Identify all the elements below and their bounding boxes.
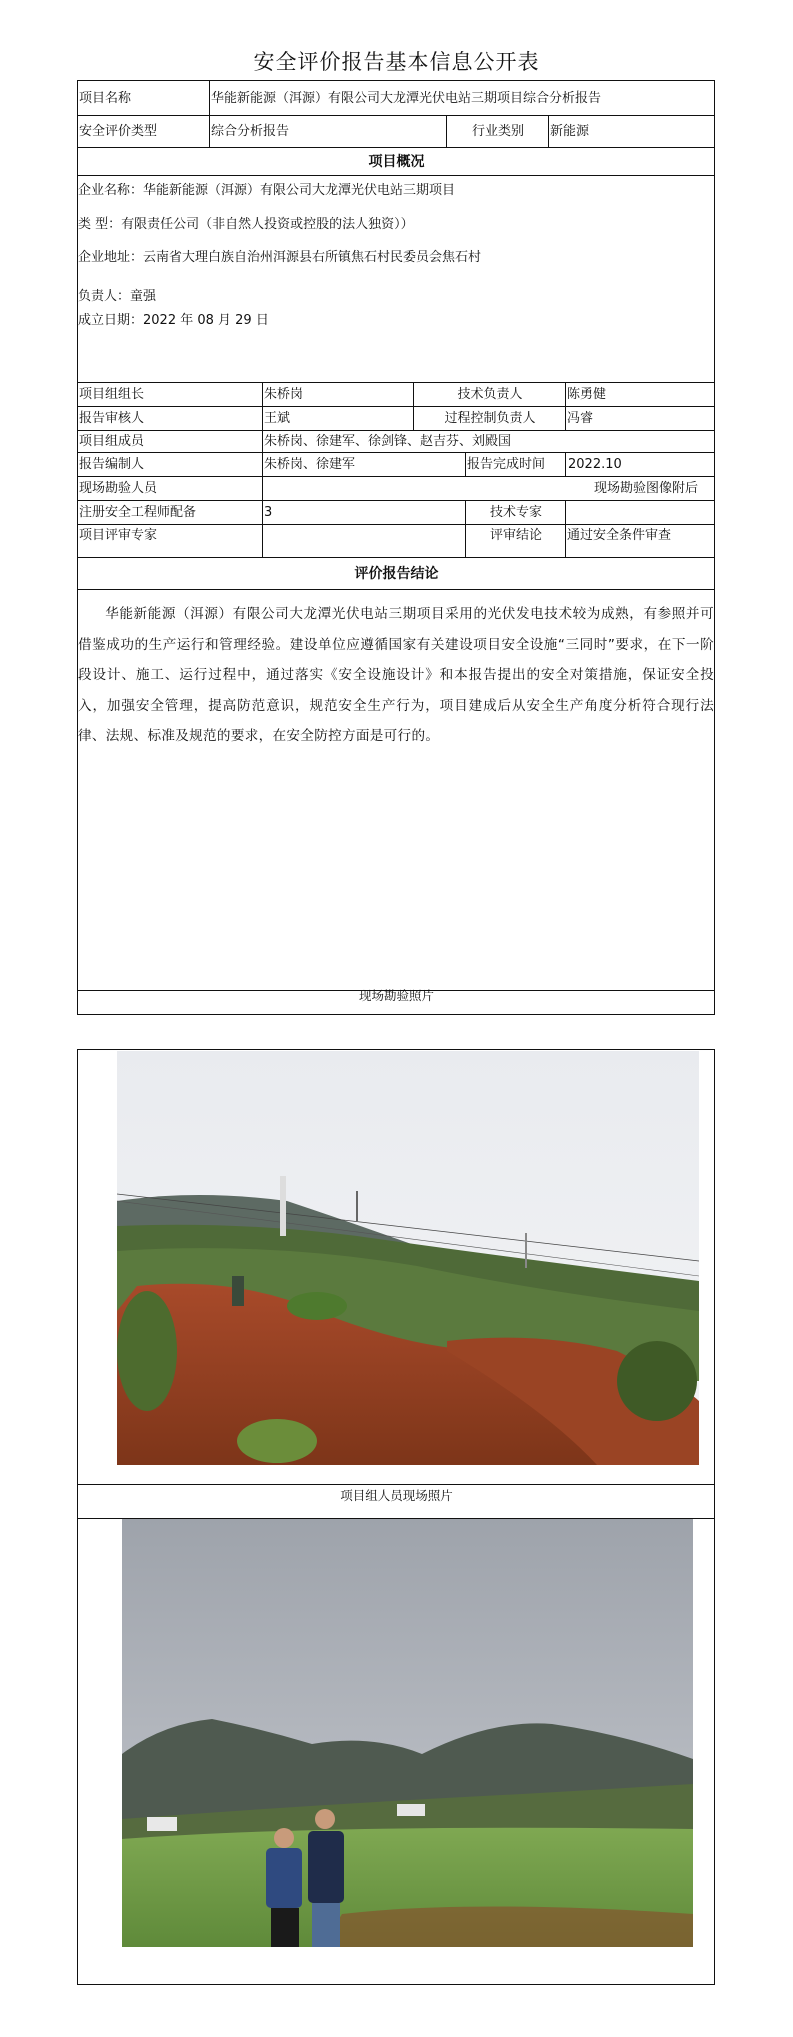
site-staff-value: 现场勘验图像附后 bbox=[593, 481, 698, 496]
review-conclusion-label: 评审结论 bbox=[489, 528, 542, 543]
leader-value: 朱桥岗 bbox=[264, 387, 304, 402]
review-conclusion-value: 通过安全条件审查 bbox=[567, 528, 672, 543]
divider bbox=[413, 382, 414, 430]
conclusion-text: 华能新能源（洱源）有限公司大龙潭光伏电站三期项目采用的光伏发电技术较为成熟，有参照并可借鉴成功的生产运行和管理经验。建设单位应遵循国家有关建设项目安全设施“三同时”要求，在下一阶段设计、施工、运行过程中，通过落实《安全设施设计》和本报告提出的安全对策措施，保证安全投入，加强安全管理，提高防范意识，规范安全生产行为，项目建成后从安全生产角度分析符合现行法律、法规、标准及规范的要求，在安全防控方面是可行的。 bbox=[78, 606, 714, 744]
divider bbox=[565, 382, 566, 430]
site-photos-caption: 现场勘验照片 bbox=[358, 987, 434, 1003]
project-name-label: 项目名称 bbox=[79, 90, 132, 106]
page-title: 安全评价报告基本信息公开表 bbox=[253, 50, 540, 74]
site-staff-label: 现场勘验人员 bbox=[79, 481, 158, 496]
tech-expert-label: 技术专家 bbox=[489, 505, 542, 520]
divider bbox=[262, 382, 263, 557]
site-photo bbox=[117, 1051, 699, 1465]
divider bbox=[565, 500, 566, 557]
eval-type-value: 综合分析报告 bbox=[211, 124, 290, 139]
tech-lead-value: 陈勇健 bbox=[567, 387, 607, 402]
conclusion-heading: 评价报告结论 bbox=[354, 565, 439, 582]
members-label: 项目组成员 bbox=[79, 434, 145, 449]
industry-label: 行业类别 bbox=[471, 124, 524, 139]
reviewer-value: 王斌 bbox=[264, 411, 291, 426]
engineers-value: 3 bbox=[264, 505, 273, 520]
overview-heading: 项目概况 bbox=[368, 153, 425, 170]
completion-value: 2022.10 bbox=[568, 457, 622, 472]
project-name-value: 华能新能源（洱源）有限公司大龙潭光伏电站三期项目综合分析报告 bbox=[211, 90, 602, 106]
reviewer-label: 报告审核人 bbox=[79, 411, 145, 426]
members-value: 朱桥岗、徐建军、徐剑锋、赵吉芬、刘殿国 bbox=[264, 434, 512, 449]
company-type: 类 型：有限责任公司（非自然人投资或控股的法人独资）） bbox=[78, 217, 414, 232]
tech-lead-label: 技术负责人 bbox=[457, 387, 523, 402]
leader-label: 项目组组长 bbox=[79, 387, 145, 402]
industry-value: 新能源 bbox=[550, 124, 590, 139]
responsible-person: 负责人：童强 bbox=[78, 289, 157, 304]
company-address: 企业地址：云南省大理白族自治州洱源县右所镇焦石村民委员会焦石村 bbox=[78, 250, 482, 265]
row-divider bbox=[77, 589, 715, 590]
company-name: 企业名称：华能新能源（洱源）有限公司大龙潭光伏电站三期项目 bbox=[78, 183, 456, 198]
review-expert-value bbox=[263, 525, 465, 557]
author-value: 朱桥岗、徐建军 bbox=[264, 457, 356, 472]
divider bbox=[565, 452, 566, 476]
row-divider bbox=[77, 175, 715, 176]
eval-type-label: 安全评价类型 bbox=[79, 124, 158, 139]
review-expert-label: 项目评审专家 bbox=[79, 528, 158, 543]
engineers-label: 注册安全工程师配备 bbox=[79, 505, 197, 520]
divider bbox=[465, 500, 466, 557]
process-control-value: 冯睿 bbox=[567, 411, 594, 426]
team-photo-caption: 项目组人员现场照片 bbox=[340, 1487, 453, 1503]
team-photo bbox=[122, 1519, 693, 1947]
process-control-label: 过程控制负责人 bbox=[444, 411, 536, 426]
tech-expert-value bbox=[566, 501, 714, 524]
established-date: 成立日期：2022 年 08 月 29 日 bbox=[78, 313, 269, 328]
author-label: 报告编制人 bbox=[79, 457, 145, 472]
divider bbox=[465, 452, 466, 476]
completion-label: 报告完成时间 bbox=[467, 457, 546, 472]
